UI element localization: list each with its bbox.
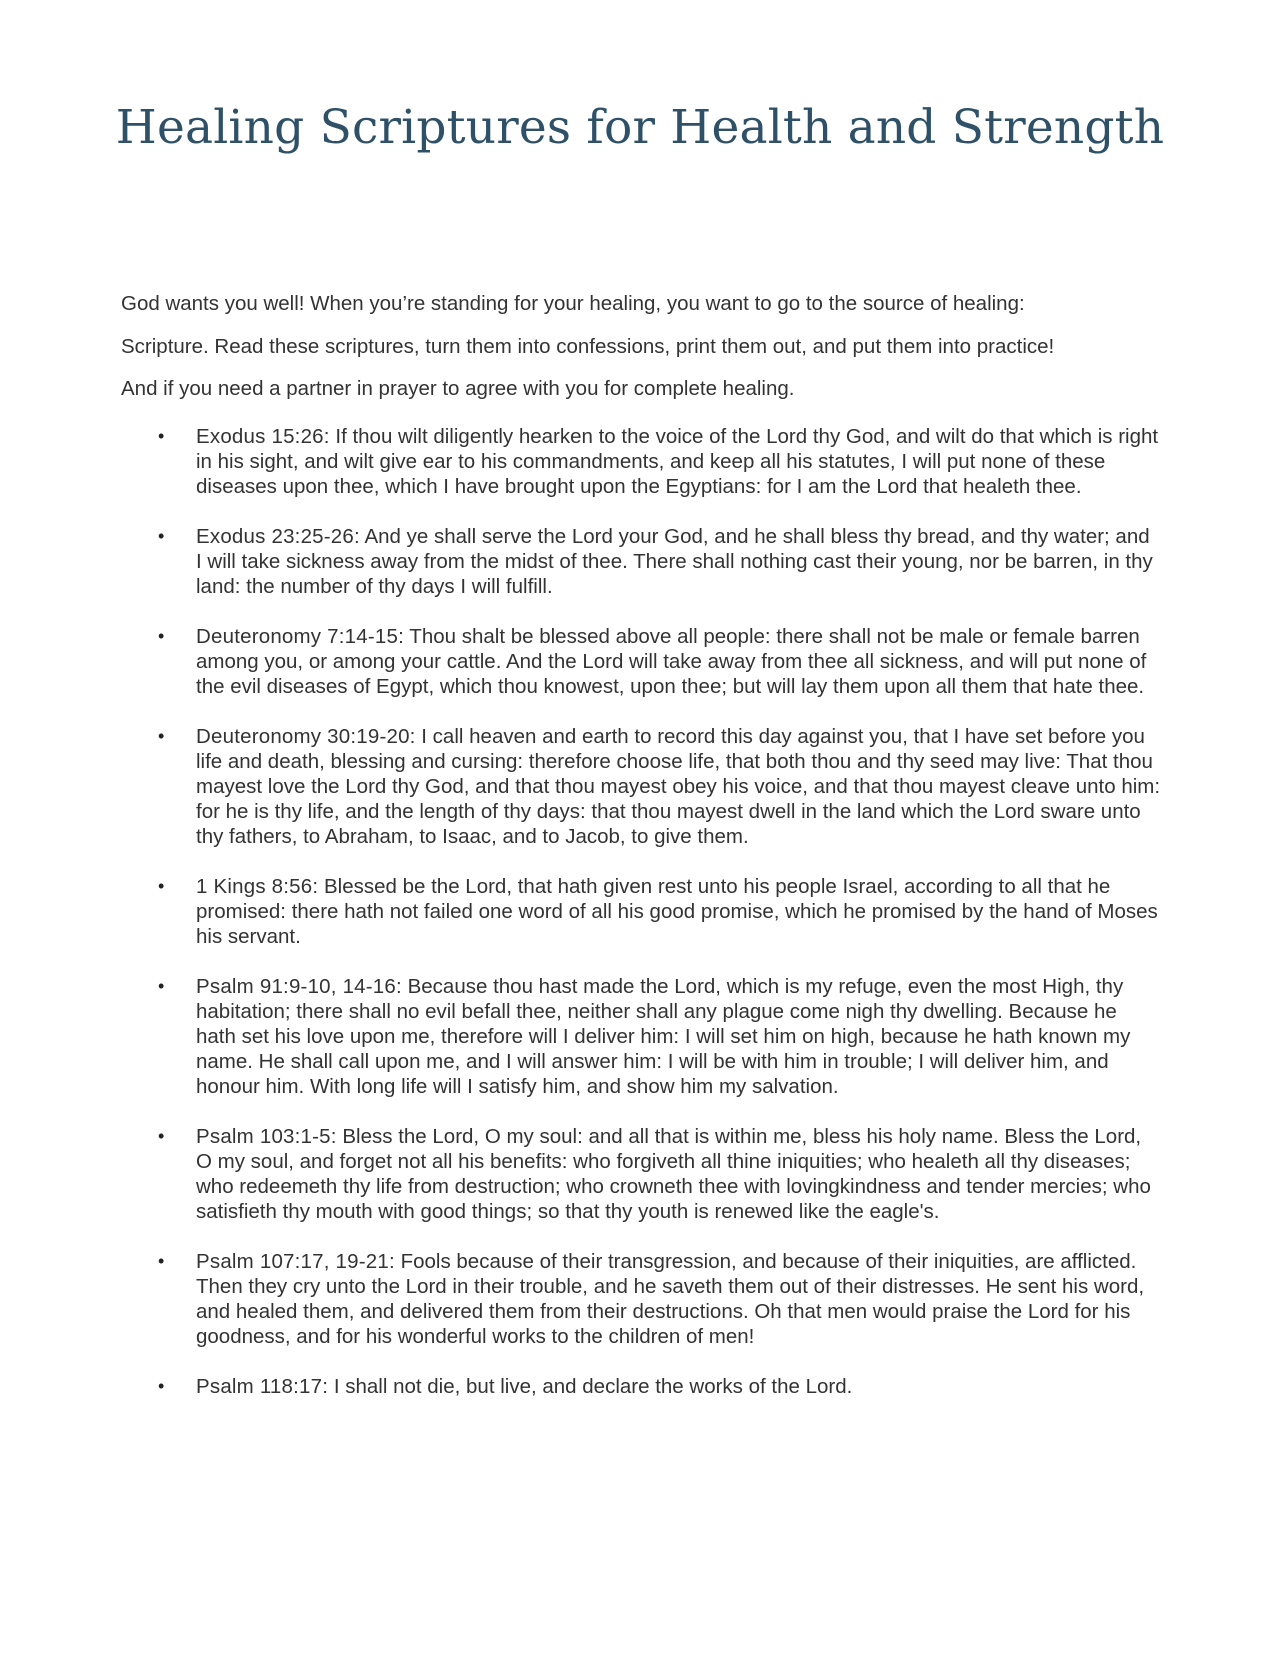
scripture-item — [121, 874, 1161, 949]
scripture-text: I call heaven and earth to record this day against you, that I have set before you life and death, blessing and cursing: therefore choose life, that both thou and thy seed may live: That thou mayest love the Lord thy God, and that thou mayest obey his voice, and that thou mayest cleave unto him: for he is thy life, and the length of thy days: that thou mayest dwell in the land which the Lord sware unto thy fathers, to Abraham, to Isaac, and to Jacob, to give them. — [196, 725, 1161, 848]
scripture-reference: Exodus 15:26: — [196, 425, 330, 448]
scripture-item — [121, 1124, 1161, 1224]
scripture-text: I shall not die, but live, and declare the works of the Lord. — [328, 1375, 853, 1398]
bullet-icon: • — [158, 1251, 165, 1271]
scripture-item — [121, 624, 1161, 699]
scripture-text: Fools because of their transgression, and because of their iniquities, are afflicted. Then they cry unto the Lord in their trouble, and he saveth them out of their distresses. He sent his word, and healed them, and delivered them from their destructions. Oh that men would praise the Lord for his goodness, and for his wonderful works to the children of men! — [196, 1250, 1145, 1348]
scripture-reference: 1 Kings 8:56: — [196, 875, 319, 898]
scripture-item — [121, 524, 1161, 599]
scripture-text: If thou wilt diligently hearken to the voice of the Lord thy God, and wilt do that which is right in his sight, and wilt give ear to his commandments, and keep all his statutes, I will put none of these diseases upon thee, which I have brought upon the Egyptians: for I am the Lord that healeth thee. — [196, 425, 1159, 498]
intro-paragraph — [121, 283, 1181, 411]
scripture-reference: Deuteronomy 7:14-15: — [196, 625, 404, 648]
intro-line: And if you need a partner in prayer to agree with you for complete healing. — [121, 377, 795, 400]
page-title: Healing Scriptures for Health and Strength — [115, 100, 1165, 155]
bullet-icon: • — [158, 626, 165, 646]
scripture-item — [121, 1249, 1161, 1349]
scripture-item — [121, 724, 1161, 849]
scripture-text: Because thou hast made the Lord, which is my refuge, even the most High, thy habitation; there shall no evil befall thee, neither shall any plague come nigh thy dwelling. Because he hath set his love upon me, therefore will I deliver him: I will set him on high, because he hath known my name. He shall call upon me, and I will answer him: I will be with him in trouble; I will deliver him, and honour him. With long life will I satisfy him, and show him my salvation. — [196, 975, 1131, 1098]
bullet-icon: • — [158, 1126, 165, 1146]
scripture-text: And ye shall serve the Lord your God, and he shall bless thy bread, and thy water; and I will take sickness away from the midst of thee. There shall nothing cast their young, nor be barren, in thy land: the number of thy days I will fulfill. — [196, 525, 1153, 598]
bullet-icon: • — [158, 526, 165, 546]
bullet-icon: • — [158, 976, 165, 996]
scripture-reference: Psalm 107:17, 19-21: — [196, 1250, 395, 1273]
scripture-item — [121, 424, 1161, 499]
bullet-icon: • — [158, 1376, 165, 1396]
intro-line: God wants you well! When you’re standing for your healing, you want to go to the source of healing: — [121, 292, 1025, 315]
scripture-list — [121, 424, 1161, 1424]
scripture-item — [121, 974, 1161, 1099]
bullet-icon: • — [158, 426, 165, 446]
scripture-reference: Psalm 118:17: — [196, 1375, 329, 1398]
bullet-icon: • — [158, 876, 165, 896]
scripture-text: Blessed be the Lord, that hath given rest unto his people Israel, according to all that he promised: there hath not failed one word of all his good promise, which he promised by the hand of Moses his servant. — [196, 875, 1158, 948]
scripture-reference: Psalm 103:1-5: — [196, 1125, 337, 1148]
scripture-reference: Psalm 91:9-10, 14-16: — [196, 975, 402, 998]
intro-line: Scripture. Read these scriptures, turn them into confessions, print them out, and put them into practice! — [121, 334, 1055, 358]
scripture-text: Thou shalt be blessed above all people: there shall not be male or female barren among you, or among your cattle. And the Lord will take away from thee all sickness, and will put none of the evil diseases of Egypt, which thou knowest, upon thee; but will lay them upon all them that hate thee. — [196, 625, 1147, 698]
bullet-icon: • — [158, 726, 165, 746]
scripture-text: Bless the Lord, O my soul: and all that is within me, bless his holy name. Bless the Lord, O my soul, and forget not all his benefits: who forgiveth all thine iniquities; who healeth all thy diseases; who redeemeth thy life from destruction; who crowneth thee with lovingkindness and tender mercies; who satisfieth thy mouth with good things; so that thy youth is renewed like the eagle's. — [196, 1125, 1151, 1223]
scripture-item — [121, 1374, 1161, 1399]
scripture-reference: Exodus 23:25-26: — [196, 525, 360, 548]
scripture-reference: Deuteronomy 30:19-20: — [196, 725, 416, 748]
